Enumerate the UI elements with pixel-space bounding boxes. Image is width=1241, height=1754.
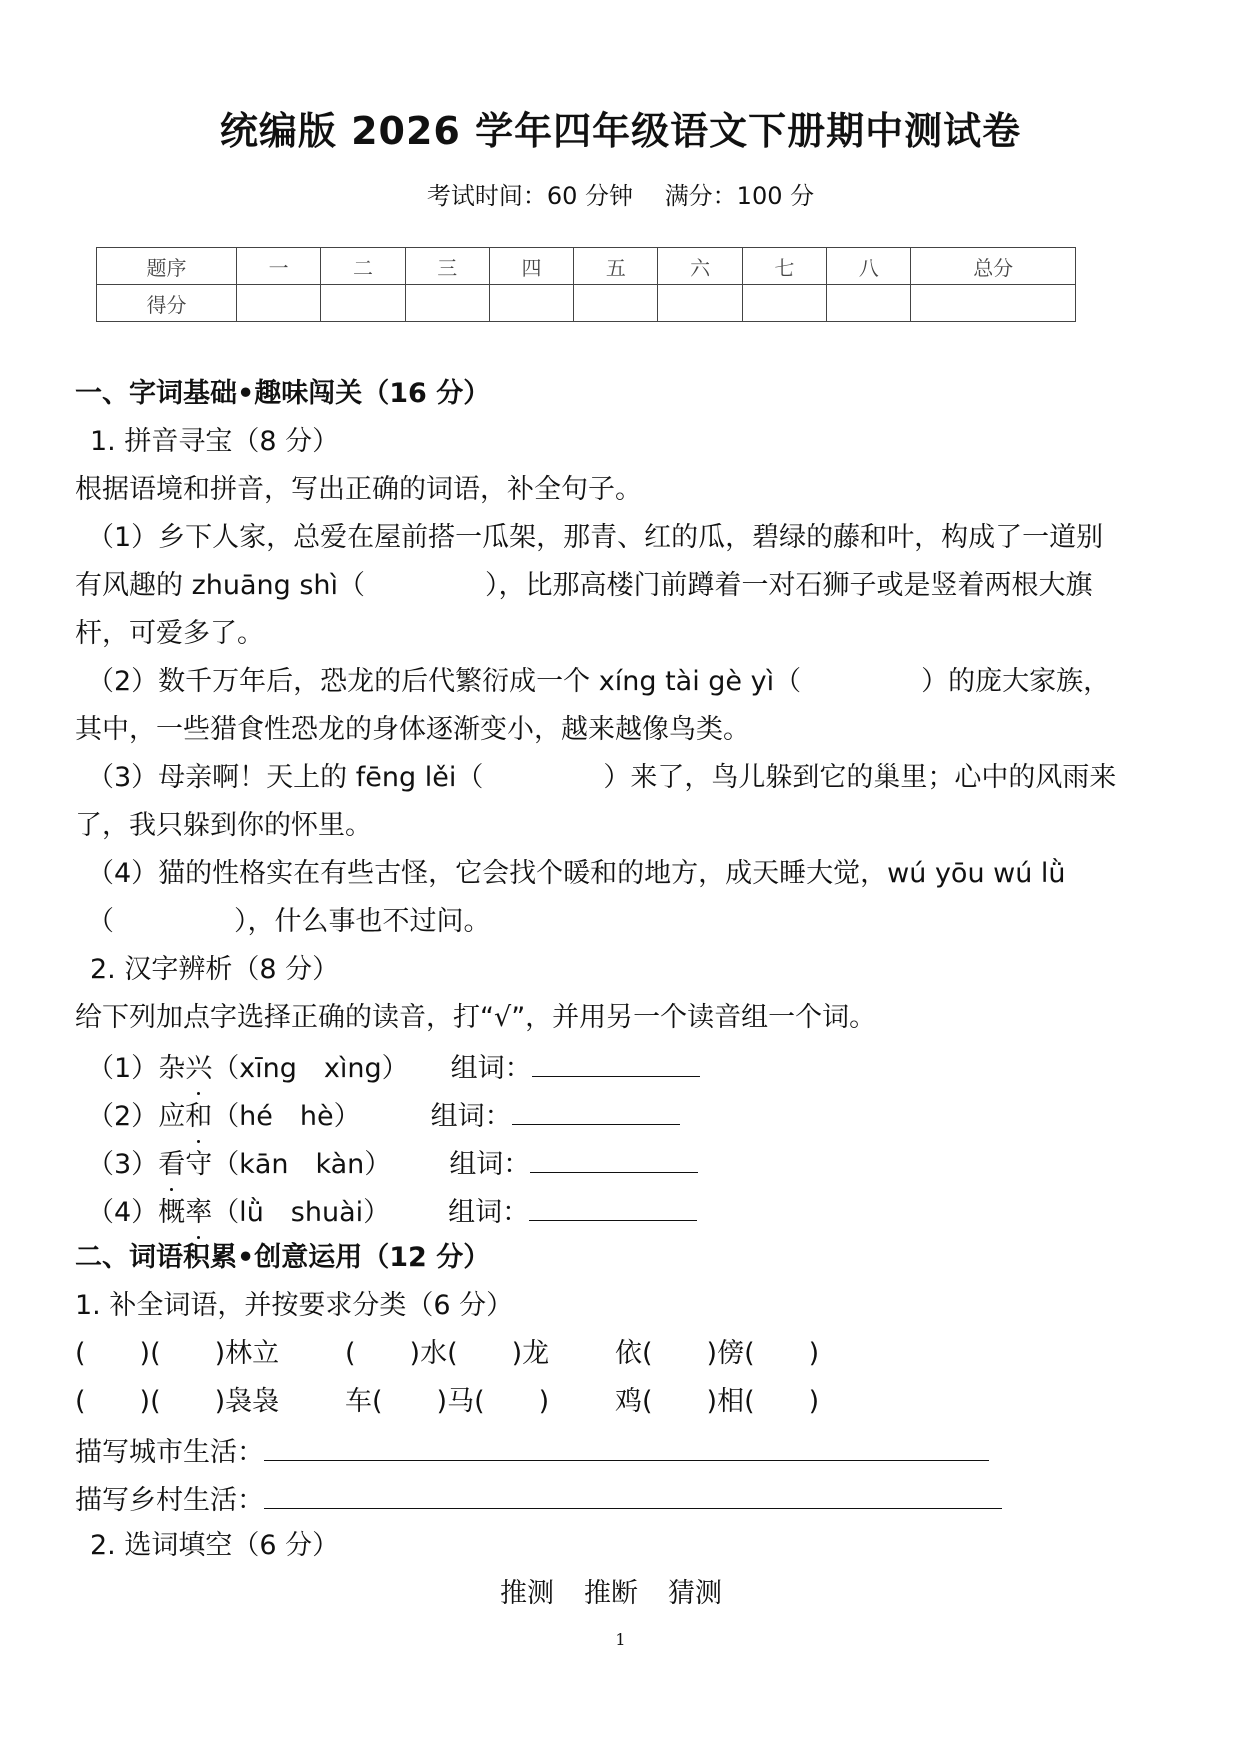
idiom-blank-group[interactable]: ( )( )林立 xyxy=(75,1338,280,1369)
answer-line[interactable] xyxy=(532,1048,700,1077)
score-table-header-cell: 一 xyxy=(237,248,321,285)
idiom-blank-group[interactable]: 车( )马( ) xyxy=(345,1386,550,1417)
q2-item-3 xyxy=(87,1144,698,1183)
score-table-header-cell: 六 xyxy=(658,248,742,285)
score-table-header-cell: 三 xyxy=(405,248,489,285)
q2-title: 2. 汉字辨析（8 分） xyxy=(90,954,340,985)
answer-line[interactable] xyxy=(264,1432,989,1461)
q2-item-dotted-char: 兴 xyxy=(185,1051,212,1087)
score-table-header-cell: 二 xyxy=(321,248,405,285)
score-cell[interactable] xyxy=(827,285,911,322)
q2-item-reading[interactable]: （hé hè） xyxy=(212,1101,361,1132)
s2-q1-title: 1. 补全词语，并按要求分类（6 分） xyxy=(75,1290,514,1321)
score-table-header-cell: 四 xyxy=(489,248,573,285)
word-option: 推断 xyxy=(584,1578,638,1609)
score-row-label: 得分 xyxy=(97,285,237,322)
section1-heading: 一、字词基础•趣味闯关（16 分） xyxy=(75,378,491,409)
q1-item1-text: 有风趣的 zhuāng shì（ xyxy=(75,570,366,601)
answer-line[interactable] xyxy=(530,1144,698,1173)
city-life-label: 描写城市生活： xyxy=(75,1437,264,1468)
word-options xyxy=(500,1576,722,1612)
exam-title: 统编版 2026 学年四年级语文下册期中测试卷 xyxy=(219,109,1022,153)
score-cell[interactable] xyxy=(237,285,321,322)
q2-item-reading[interactable]: （lǜ shuài） xyxy=(212,1197,391,1228)
q1-item2-text: （2）数千万年后，恐龙的后代繁衍成一个 xíng tài gè yì（ xyxy=(87,666,802,697)
score-cell[interactable] xyxy=(321,285,405,322)
q2-item-dotted-char: 看 xyxy=(158,1147,185,1183)
score-table-header-cell: 八 xyxy=(827,248,911,285)
score-cell[interactable] xyxy=(405,285,489,322)
score-cell[interactable] xyxy=(658,285,742,322)
q1-item3-text: （3）母亲啊！天上的 fēng lěi（ xyxy=(87,762,484,793)
s2-q2-title: 2. 选词填空（6 分） xyxy=(90,1530,340,1561)
score-table-header-cell: 七 xyxy=(742,248,826,285)
q2-item-1 xyxy=(87,1048,700,1087)
score-table-header-cell: 题序 xyxy=(97,248,237,285)
score-table-header-cell: 总分 xyxy=(911,248,1076,285)
score-table-header-cell: 五 xyxy=(574,248,658,285)
idiom-blank-group[interactable]: ( )水( )龙 xyxy=(345,1338,550,1369)
village-life-line xyxy=(75,1480,1002,1519)
score-cell[interactable] xyxy=(574,285,658,322)
exam-full-score: 满分：100 分 xyxy=(664,182,815,210)
q2-item-label: 组词： xyxy=(430,1101,512,1132)
answer-line[interactable] xyxy=(529,1192,697,1221)
q2-instruction: 给下列加点字选择正确的读音，打“√”，并用另一个读音组一个词。 xyxy=(75,1002,877,1033)
idiom-blank-group[interactable]: 依( )傍( ) xyxy=(615,1338,820,1369)
answer-line[interactable] xyxy=(264,1480,1002,1509)
city-life-line xyxy=(75,1432,989,1471)
score-cell[interactable] xyxy=(742,285,826,322)
score-cell[interactable] xyxy=(489,285,573,322)
q2-item-num: （2） xyxy=(87,1101,159,1132)
q2-item-char: 杂 xyxy=(158,1053,186,1084)
q1-item4-line-a: （4）猫的性格实在有些古怪，它会找个暖和的地方，成天睡大觉，wú yōu wú lǜ xyxy=(87,858,1066,889)
q2-item-num: （3） xyxy=(87,1149,159,1180)
q1-item3-line-b: 了，我只躲到你的怀里。 xyxy=(75,810,372,841)
score-table-header-row xyxy=(97,248,1076,285)
idiom-blank-group[interactable]: 鸡( )相( ) xyxy=(615,1386,820,1417)
q1-item2-text-post: ）的庞大家族， xyxy=(921,666,1111,697)
village-life-label: 描写乡村生活： xyxy=(75,1485,264,1516)
q2-item-label: 组词： xyxy=(450,1053,532,1084)
q2-item-char: 守 xyxy=(185,1149,213,1180)
q2-item-reading[interactable]: （kān kàn） xyxy=(212,1149,392,1180)
exam-subtitle xyxy=(0,176,1241,211)
q2-item-label: 组词： xyxy=(449,1149,531,1180)
score-table-score-row xyxy=(97,285,1076,322)
q1-item2-line-b: 其中，一些猎食性恐龙的身体逐渐变小，越来越像鸟类。 xyxy=(75,714,750,745)
q2-item-char: 应 xyxy=(158,1101,186,1132)
q1-item4-line-b xyxy=(87,904,491,940)
s2-q1-row1 xyxy=(75,1336,819,1372)
q1-item3-text-post: ）来了，鸟儿躲到它的巢里；心中的风雨来 xyxy=(603,762,1117,793)
q1-item1-text-post: ），比那高楼门前蹲着一对石狮子或是竖着两根大旗 xyxy=(485,570,1093,601)
q1-item1-line-c: 杆，可爱多了。 xyxy=(75,618,264,649)
q1-item2-line-a xyxy=(87,664,1110,700)
q2-item-label: 组词： xyxy=(448,1197,530,1228)
q1-item4-text-post: ），什么事也不过问。 xyxy=(234,906,491,937)
q1-item4-text: （ xyxy=(87,906,114,937)
exam-time: 考试时间：60 分钟 xyxy=(426,182,634,210)
score-table xyxy=(96,247,1076,322)
q2-item-4 xyxy=(87,1192,697,1231)
q2-item-num: （4） xyxy=(87,1197,159,1228)
score-cell[interactable] xyxy=(911,285,1076,322)
q2-item-dotted-char: 和 xyxy=(185,1099,212,1135)
idiom-blank-group[interactable]: ( )( )袅袅 xyxy=(75,1386,280,1417)
word-option: 猜测 xyxy=(668,1578,722,1609)
q2-item-reading[interactable]: （xīng xìng） xyxy=(212,1053,409,1084)
answer-line[interactable] xyxy=(512,1096,680,1125)
s2-q1-row2 xyxy=(75,1384,819,1420)
q2-item-2 xyxy=(87,1096,680,1135)
q2-item-num: （1） xyxy=(87,1053,159,1084)
q1-item3-line-a xyxy=(87,760,1116,796)
q1-item1-line-a: （1）乡下人家，总爱在屋前搭一瓜架，那青、红的瓜，碧绿的藤和叶，构成了一道别 xyxy=(87,522,1104,553)
q1-title: 1. 拼音寻宝（8 分） xyxy=(90,426,340,457)
page-number: 1 xyxy=(615,1630,626,1649)
word-option: 推测 xyxy=(500,1578,554,1609)
q2-item-char: 概 xyxy=(158,1197,186,1228)
q1-item1-line-b xyxy=(75,568,1093,604)
section2-heading: 二、词语积累•创意运用（12 分） xyxy=(75,1242,491,1273)
q1-instruction: 根据语境和拼音，写出正确的词语，补全句子。 xyxy=(75,474,642,505)
q2-item-dotted-char: 率 xyxy=(185,1195,212,1231)
